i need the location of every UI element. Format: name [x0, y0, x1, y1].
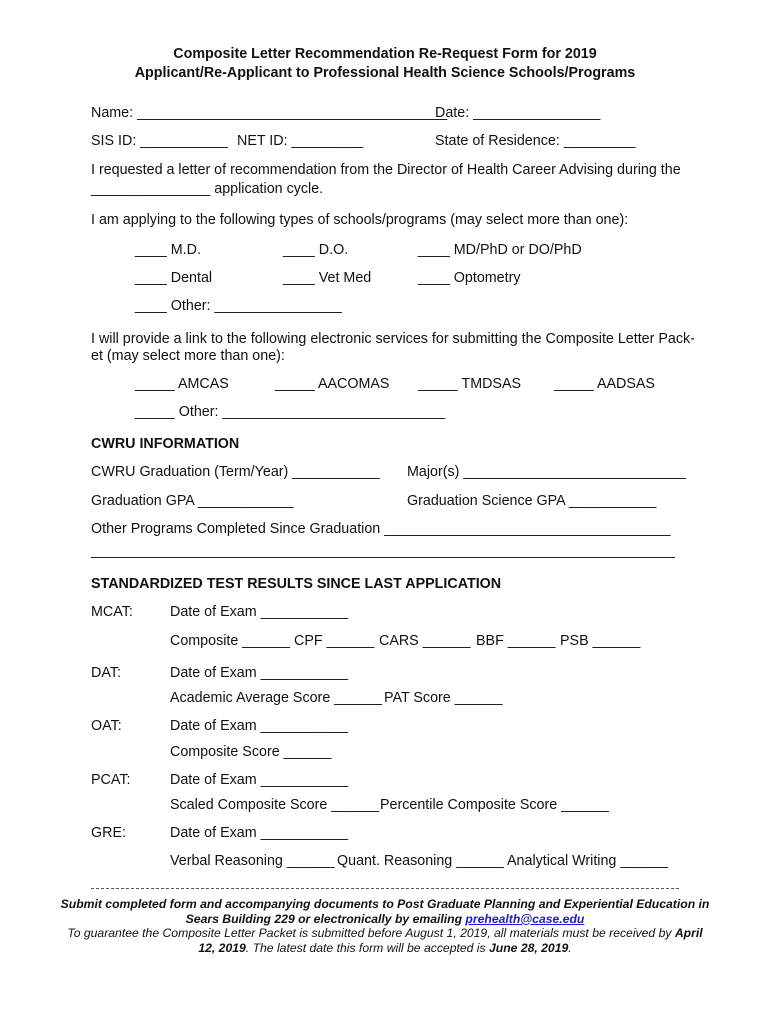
- mcat-label: MCAT:: [91, 604, 133, 620]
- option-other-school[interactable]: ____ Other: ________________: [135, 298, 342, 314]
- mcat-composite-field[interactable]: Composite ______: [170, 633, 291, 649]
- email-link[interactable]: prehealth@case.edu: [465, 911, 585, 926]
- mcat-psb-field[interactable]: PSB ______: [560, 633, 641, 649]
- option-dental[interactable]: ____ Dental: [135, 270, 213, 286]
- cwru-graduation-field[interactable]: CWRU Graduation (Term/Year) ___________: [91, 464, 380, 480]
- dat-date-field[interactable]: Date of Exam ___________: [170, 665, 349, 681]
- deadline-text-end: .: [568, 940, 572, 955]
- gre-verbal-field[interactable]: Verbal Reasoning ______: [170, 853, 335, 869]
- option-md[interactable]: ____ M.D.: [135, 242, 201, 258]
- deadline-date-2: June 28, 2019: [488, 940, 569, 955]
- option-optometry[interactable]: ____ Optometry: [418, 270, 521, 286]
- form-title-line2: Applicant/Re-Applicant to Professional Health Science Schools/Programs: [134, 65, 636, 81]
- deadline-text: To guarantee the Composite Letter Packet is submitted before August 1, 2019, all materials must be received by: [67, 926, 675, 940]
- school-types-prompt: I am applying to the following types of schools/programs (may select more than one):: [91, 212, 629, 228]
- state-of-residence-field[interactable]: State of Residence: _________: [435, 133, 636, 149]
- net-id-field[interactable]: NET ID: _________: [237, 133, 364, 149]
- oat-label: OAT:: [91, 718, 122, 734]
- mcat-bbf-field[interactable]: BBF ______: [476, 633, 556, 649]
- gre-writing-field[interactable]: Analytical Writing ______: [507, 853, 669, 869]
- dat-pat-score-field[interactable]: PAT Score ______: [384, 690, 503, 706]
- pcat-scaled-composite-field[interactable]: Scaled Composite Score ______: [170, 797, 380, 813]
- option-aadsas[interactable]: _____ AADSAS: [554, 376, 655, 392]
- request-statement-line1: I requested a letter of recommendation from the Director of Health Career Advising during the: [91, 162, 681, 178]
- graduation-gpa-field[interactable]: Graduation GPA ____________: [91, 493, 294, 509]
- mcat-cars-field[interactable]: CARS ______: [379, 633, 471, 649]
- pcat-percentile-composite-field[interactable]: Percentile Composite Score ______: [380, 797, 609, 813]
- sis-id-field[interactable]: SIS ID: ___________: [91, 133, 228, 149]
- option-do[interactable]: ____ D.O.: [283, 242, 349, 258]
- services-prompt-line2: et (may select more than one):: [91, 348, 285, 364]
- services-prompt-line1: I will provide a link to the following electronic services for submitting the Composite Letter Pack-: [91, 331, 695, 347]
- name-field[interactable]: Name: _______________________________________: [91, 105, 448, 121]
- dat-label: DAT:: [91, 665, 121, 681]
- pcat-date-field[interactable]: Date of Exam ___________: [170, 772, 349, 788]
- dat-academic-average-field[interactable]: Academic Average Score ______: [170, 690, 382, 706]
- option-aacomas[interactable]: _____ AACOMAS: [275, 376, 390, 392]
- cwru-heading: CWRU INFORMATION: [91, 436, 240, 452]
- tests-heading: STANDARDIZED TEST RESULTS SINCE LAST APPLICATION: [91, 576, 502, 592]
- mcat-date-field[interactable]: Date of Exam ___________: [170, 604, 349, 620]
- date-field[interactable]: Date: ________________: [435, 105, 601, 121]
- science-gpa-field[interactable]: Graduation Science GPA ___________: [407, 493, 657, 509]
- oat-date-field[interactable]: Date of Exam ___________: [170, 718, 349, 734]
- form-title-line1: Composite Letter Recommendation Re-Request Form for 2019: [173, 46, 597, 62]
- submission-instructions: [60, 897, 710, 926]
- submission-text: Submit completed form and accompanying documents to Post Graduate Planning and Experiential Education in Sears Building 229 or electronically by emailing: [60, 897, 710, 926]
- option-vet-med[interactable]: ____ Vet Med: [283, 270, 372, 286]
- option-mdphd[interactable]: ____ MD/PhD or DO/PhD: [418, 242, 582, 258]
- gre-label: GRE:: [91, 825, 126, 841]
- footer-separator: [91, 888, 679, 889]
- oat-composite-field[interactable]: Composite Score ______: [170, 744, 332, 760]
- option-amcas[interactable]: _____ AMCAS: [135, 376, 229, 392]
- mcat-cpf-field[interactable]: CPF ______: [294, 633, 375, 649]
- option-tmdsas[interactable]: _____ TMDSAS: [418, 376, 522, 392]
- other-programs-field[interactable]: Other Programs Completed Since Graduation ____________________________________: [91, 521, 671, 537]
- deadline-note: [60, 926, 710, 955]
- pcat-label: PCAT:: [91, 772, 131, 788]
- application-cycle-field[interactable]: _______________ application cycle.: [91, 181, 324, 197]
- majors-field[interactable]: Major(s) ____________________________: [407, 464, 687, 480]
- gre-quant-field[interactable]: Quant. Reasoning ______: [337, 853, 504, 869]
- gre-date-field[interactable]: Date of Exam ___________: [170, 825, 349, 841]
- other-programs-extra-line[interactable]: [91, 557, 675, 558]
- deadline-date-1: April 12, 2019: [198, 926, 703, 955]
- deadline-text-2: . The latest date this form will be accepted is: [245, 940, 489, 955]
- option-other-service[interactable]: _____ Other: ____________________________: [135, 404, 446, 420]
